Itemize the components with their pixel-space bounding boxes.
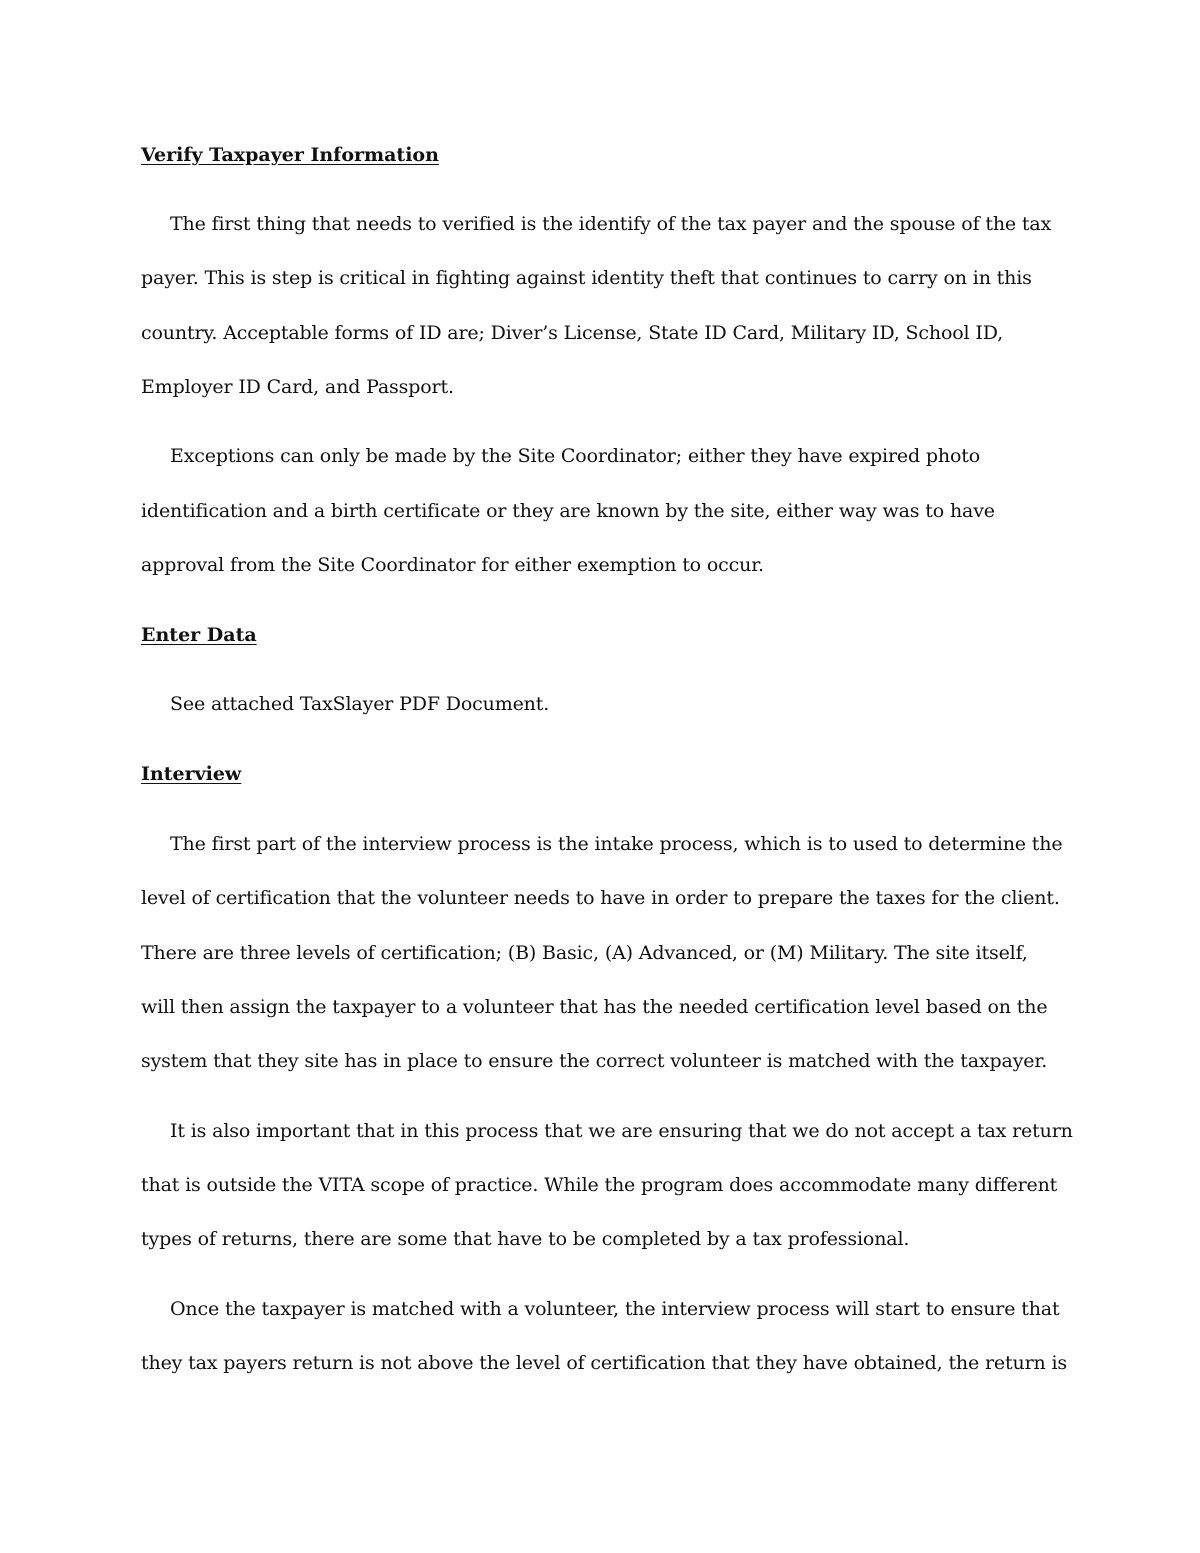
- paragraph-line: types of returns, there are some that have to be completed by a tax professional.: [141, 1228, 910, 1250]
- paragraph-line: system that they site has in place to ensure the correct volunteer is matched with the taxpayer.: [141, 1050, 1048, 1072]
- paragraph-line: Once the taxpayer is matched with a volunteer, the interview process will start to ensure that: [170, 1298, 1060, 1320]
- paragraph-line: will then assign the taxpayer to a volunteer that has the needed certification level based on the: [141, 996, 1048, 1018]
- paragraph-line: that is outside the VITA scope of practice. While the program does accommodate many different: [141, 1174, 1058, 1196]
- paragraph-line: country. Acceptable forms of ID are; Diver’s License, State ID Card, Military ID, School ID,: [141, 322, 1003, 344]
- section-heading-verify-taxpayer-information: Verify Taxpayer Information: [141, 144, 439, 166]
- paragraph-line: Exceptions can only be made by the Site Coordinator; either they have expired photo: [170, 445, 981, 467]
- paragraph-line: they tax payers return is not above the level of certification that they have obtained, the return is: [141, 1352, 1068, 1374]
- paragraph-line: Employer ID Card, and Passport.: [141, 376, 454, 398]
- paragraph-line: See attached TaxSlayer PDF Document.: [170, 693, 550, 715]
- section-heading-enter-data: Enter Data: [141, 624, 257, 646]
- paragraph-line: The first thing that needs to verified is the identify of the tax payer and the spouse of the tax: [170, 213, 1052, 235]
- section-heading-interview: Interview: [141, 763, 242, 785]
- paragraph-line: It is also important that in this process that we are ensuring that we do not accept a tax return: [170, 1120, 1073, 1142]
- paragraph-line: identification and a birth certificate or they are known by the site, either way was to have: [141, 500, 995, 522]
- paragraph-line: The first part of the interview process is the intake process, which is to used to determine the: [170, 833, 1063, 855]
- paragraph-line: payer. This is step is critical in fighting against identity theft that continues to carry on in this: [141, 267, 1032, 289]
- paragraph-line: There are three levels of certification; (B) Basic, (A) Advanced, or (M) Military. The site itself,: [141, 942, 1028, 964]
- paragraph-line: level of certification that the volunteer needs to have in order to prepare the taxes for the client.: [141, 887, 1060, 909]
- paragraph-line: approval from the Site Coordinator for either exemption to occur.: [141, 554, 764, 576]
